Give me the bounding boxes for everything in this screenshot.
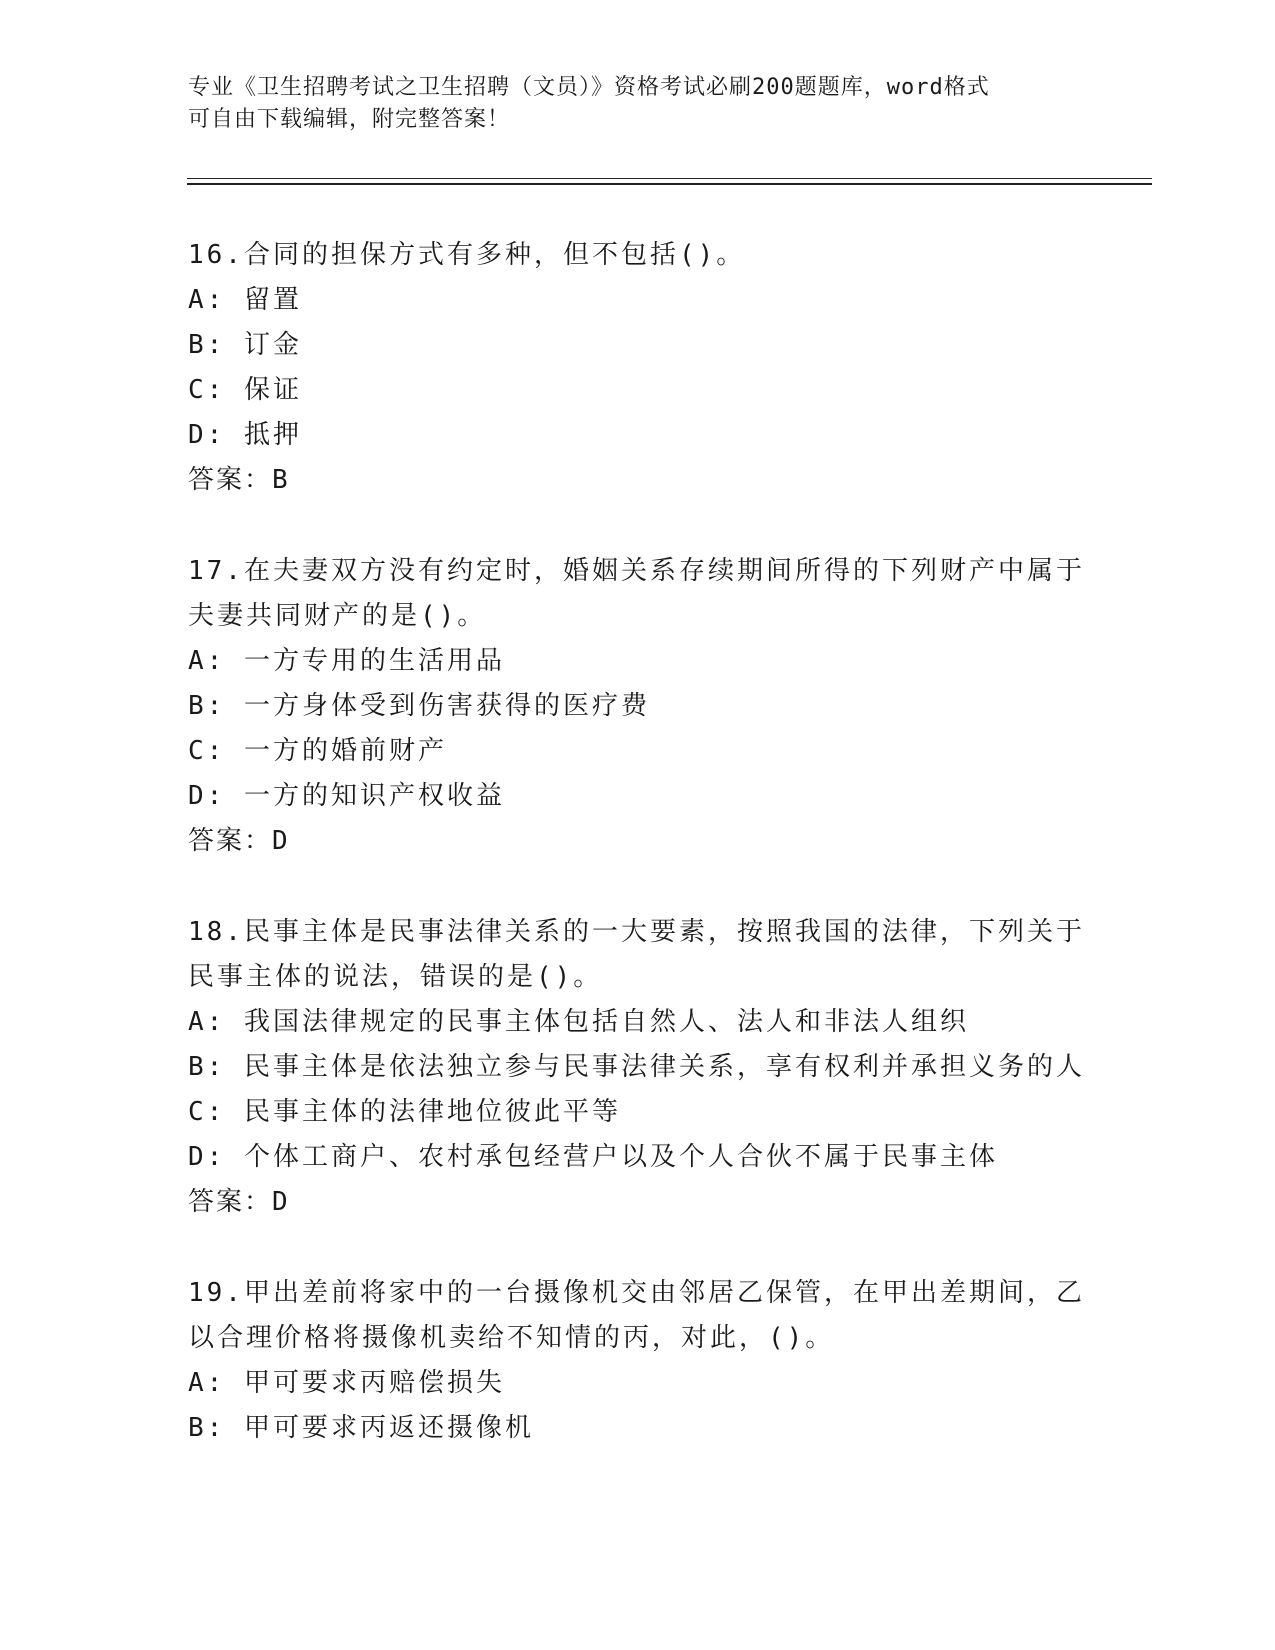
- question-stem-line-2: 以合理价格将摄像机卖给不知情的丙，对此，()。: [188, 1323, 835, 1353]
- header-divider-thick: [187, 183, 1152, 185]
- option-c: C: 一方的婚前财产: [188, 736, 447, 766]
- option-d: D: 个体工商户、农村承包经营户以及个人合伙不属于民事主体: [188, 1142, 998, 1172]
- question-stem-line-2: 民事主体的说法，错误的是()。: [188, 962, 603, 992]
- header-divider-thin: [187, 178, 1152, 179]
- option-c: C: 保证: [188, 375, 302, 405]
- question-18: [188, 910, 1088, 1225]
- option-b: B: 一方身体受到伤害获得的医疗费: [188, 691, 650, 721]
- answer-line: 答案：D: [188, 826, 290, 856]
- question-16: [188, 233, 1088, 503]
- document-header: [188, 72, 1068, 136]
- option-a: A: 我国法律规定的民事主体包括自然人、法人和非法人组织: [188, 1007, 969, 1037]
- option-d: D: 抵押: [188, 420, 302, 450]
- question-17: [188, 549, 1088, 864]
- question-stem-line-2: 夫妻共同财产的是()。: [188, 601, 487, 631]
- option-b: B: 订金: [188, 330, 302, 360]
- option-c: C: 民事主体的法律地位彼此平等: [188, 1097, 621, 1127]
- option-d: D: 一方的知识产权收益: [188, 781, 505, 811]
- option-b: B: 民事主体是依法独立参与民事法律关系，享有权利并承担义务的人: [188, 1052, 1085, 1082]
- question-stem: 16.合同的担保方式有多种，但不包括()。: [188, 240, 746, 270]
- question-stem-line-1: 19.甲出差前将家中的一台摄像机交由邻居乙保管，在甲出差期间，乙: [188, 1278, 1085, 1308]
- question-stem-line-1: 18.民事主体是民事法律关系的一大要素，按照我国的法律，下列关于: [188, 917, 1085, 947]
- question-list: [188, 233, 1088, 1497]
- answer-line: 答案：B: [188, 465, 290, 495]
- option-a: A: 一方专用的生活用品: [188, 646, 505, 676]
- header-line-1: 专业《卫生招聘考试之卫生招聘（文员）》资格考试必刷200题题库，word格式: [188, 75, 990, 100]
- option-a: A: 甲可要求丙赔偿损失: [188, 1368, 505, 1398]
- question-stem-line-1: 17.在夫妻双方没有约定时，婚姻关系存续期间所得的下列财产中属于: [188, 556, 1085, 586]
- option-b: B: 甲可要求丙返还摄像机: [188, 1413, 534, 1443]
- answer-line: 答案：D: [188, 1187, 290, 1217]
- question-19: [188, 1271, 1088, 1451]
- option-a: A: 留置: [188, 285, 302, 315]
- header-line-2: 可自由下载编辑，附完整答案！: [188, 107, 511, 132]
